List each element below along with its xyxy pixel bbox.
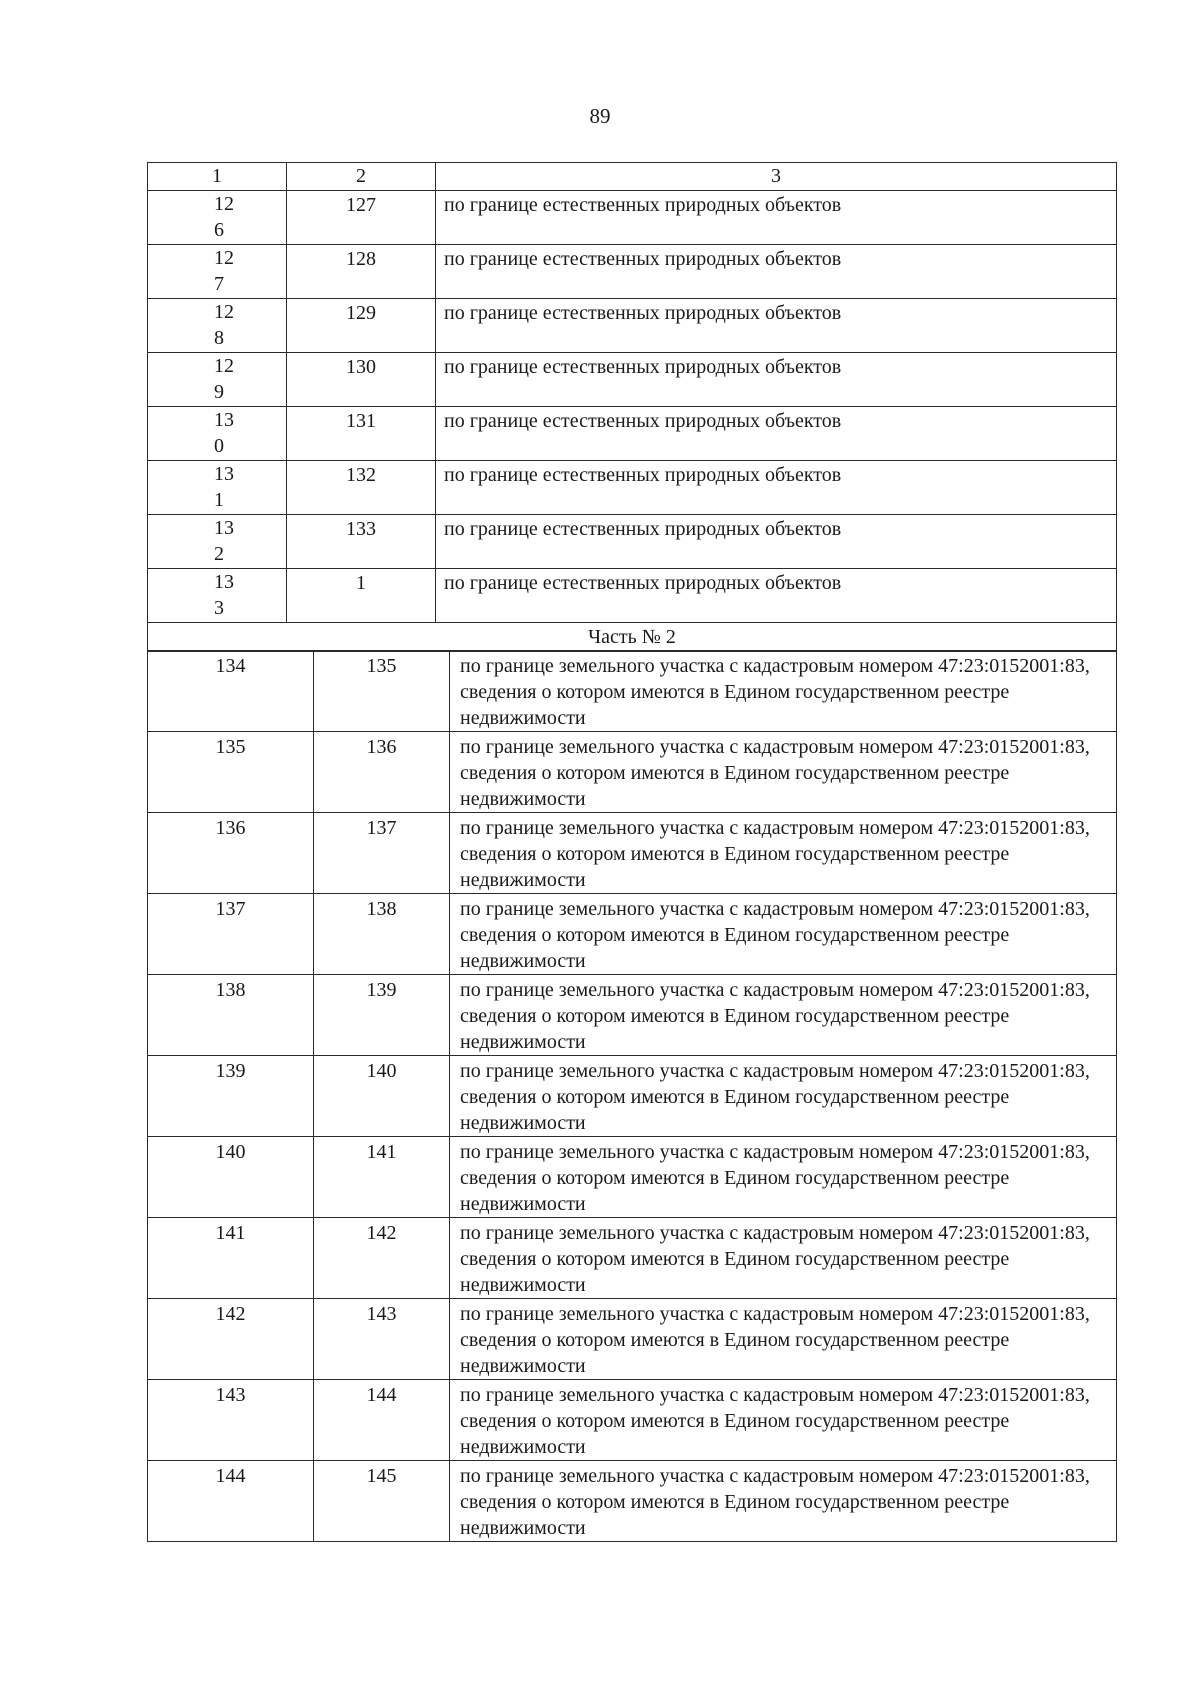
boundary-description: по границе земельного участка с кадастровым номером 47:23:0152001:83, сведения о котором имеются в Едином государственном реестре недвижимости bbox=[450, 1380, 1117, 1461]
table-row bbox=[148, 1380, 1117, 1461]
table-row bbox=[148, 1461, 1117, 1542]
boundary-description: по границе естественных природных объектов bbox=[436, 515, 1117, 569]
point-to: 144 bbox=[314, 1380, 450, 1461]
boundary-description: по границе земельного участка с кадастровым номером 47:23:0152001:83, сведения о котором имеются в Едином государственном реестре недвижимости bbox=[450, 1056, 1117, 1137]
table-row bbox=[148, 407, 1117, 461]
point-from: 132 bbox=[148, 515, 287, 569]
boundary-description: по границе естественных природных объектов bbox=[436, 461, 1117, 515]
table-row bbox=[148, 515, 1117, 569]
header-col-2: 2 bbox=[287, 163, 436, 191]
table-row bbox=[148, 813, 1117, 894]
point-to: 135 bbox=[314, 651, 450, 732]
page-number: 89 bbox=[589, 104, 611, 128]
point-from: 127 bbox=[148, 245, 287, 299]
boundary-description: по границе естественных природных объектов bbox=[436, 191, 1117, 245]
point-to: 141 bbox=[314, 1137, 450, 1218]
boundary-description: по границе земельного участка с кадастровым номером 47:23:0152001:83, сведения о котором имеются в Едином государственном реестре недвижимости bbox=[450, 1299, 1117, 1380]
table-row bbox=[148, 1137, 1117, 1218]
header-col-3: 3 bbox=[436, 163, 1117, 191]
table-row bbox=[148, 461, 1117, 515]
point-from: 137 bbox=[148, 894, 314, 975]
point-to: 133 bbox=[287, 515, 436, 569]
table-row bbox=[148, 1056, 1117, 1137]
point-to: 145 bbox=[314, 1461, 450, 1542]
boundary-description: по границе естественных природных объектов bbox=[436, 299, 1117, 353]
boundary-table-part2 bbox=[147, 650, 1117, 1542]
boundary-description: по границе естественных природных объектов bbox=[436, 569, 1117, 623]
boundary-description: по границе естественных природных объектов bbox=[436, 353, 1117, 407]
point-to: 136 bbox=[314, 732, 450, 813]
point-from: 133 bbox=[148, 569, 287, 623]
table-row bbox=[148, 975, 1117, 1056]
point-from: 140 bbox=[148, 1137, 314, 1218]
point-to: 139 bbox=[314, 975, 450, 1056]
table-row bbox=[148, 569, 1117, 623]
boundary-description: по границе земельного участка с кадастровым номером 47:23:0152001:83, сведения о котором имеются в Едином государственном реестре недвижимости bbox=[450, 1137, 1117, 1218]
table-header-row bbox=[148, 163, 1117, 191]
point-to: 138 bbox=[314, 894, 450, 975]
point-to: 129 bbox=[287, 299, 436, 353]
point-from: 128 bbox=[148, 299, 287, 353]
boundary-description: по границе земельного участка с кадастровым номером 47:23:0152001:83, сведения о котором имеются в Едином государственном реестре недвижимости bbox=[450, 651, 1117, 732]
point-from: 141 bbox=[148, 1218, 314, 1299]
point-from: 138 bbox=[148, 975, 314, 1056]
point-from: 129 bbox=[148, 353, 287, 407]
table-row bbox=[148, 894, 1117, 975]
header-col-1: 1 bbox=[148, 163, 287, 191]
part-2-title: Часть № 2 bbox=[148, 623, 1117, 652]
point-to: 142 bbox=[314, 1218, 450, 1299]
table-row bbox=[148, 353, 1117, 407]
boundary-description: по границе земельного участка с кадастровым номером 47:23:0152001:83, сведения о котором имеются в Едином государственном реестре недвижимости bbox=[450, 1461, 1117, 1542]
part-title-row bbox=[148, 623, 1117, 652]
point-to: 143 bbox=[314, 1299, 450, 1380]
point-from: 134 bbox=[148, 651, 314, 732]
point-from: 131 bbox=[148, 461, 287, 515]
boundary-description: по границе земельного участка с кадастровым номером 47:23:0152001:83, сведения о котором имеются в Едином государственном реестре недвижимости bbox=[450, 975, 1117, 1056]
point-to: 137 bbox=[314, 813, 450, 894]
point-from: 126 bbox=[148, 191, 287, 245]
boundary-description: по границе земельного участка с кадастровым номером 47:23:0152001:83, сведения о котором имеются в Едином государственном реестре недвижимости bbox=[450, 1218, 1117, 1299]
table-row bbox=[148, 1299, 1117, 1380]
table-row bbox=[148, 651, 1117, 732]
boundary-description: по границе естественных природных объектов bbox=[436, 407, 1117, 461]
point-to: 131 bbox=[287, 407, 436, 461]
table-row bbox=[148, 245, 1117, 299]
table-row bbox=[148, 299, 1117, 353]
point-from: 142 bbox=[148, 1299, 314, 1380]
point-from: 130 bbox=[148, 407, 287, 461]
point-to: 127 bbox=[287, 191, 436, 245]
point-from: 144 bbox=[148, 1461, 314, 1542]
boundary-description: по границе естественных природных объектов bbox=[436, 245, 1117, 299]
point-to: 130 bbox=[287, 353, 436, 407]
point-from: 143 bbox=[148, 1380, 314, 1461]
point-to: 140 bbox=[314, 1056, 450, 1137]
boundary-description: по границе земельного участка с кадастровым номером 47:23:0152001:83, сведения о котором имеются в Едином государственном реестре недвижимости bbox=[450, 813, 1117, 894]
point-to: 132 bbox=[287, 461, 436, 515]
point-from: 135 bbox=[148, 732, 314, 813]
point-from: 139 bbox=[148, 1056, 314, 1137]
boundary-table-part1 bbox=[147, 162, 1117, 652]
table-row bbox=[148, 1218, 1117, 1299]
table-row bbox=[148, 191, 1117, 245]
point-to: 128 bbox=[287, 245, 436, 299]
boundary-description: по границе земельного участка с кадастровым номером 47:23:0152001:83, сведения о котором имеются в Едином государственном реестре недвижимости bbox=[450, 894, 1117, 975]
point-from: 136 bbox=[148, 813, 314, 894]
point-to: 1 bbox=[287, 569, 436, 623]
table-row bbox=[148, 732, 1117, 813]
boundary-description: по границе земельного участка с кадастровым номером 47:23:0152001:83, сведения о котором имеются в Едином государственном реестре недвижимости bbox=[450, 732, 1117, 813]
